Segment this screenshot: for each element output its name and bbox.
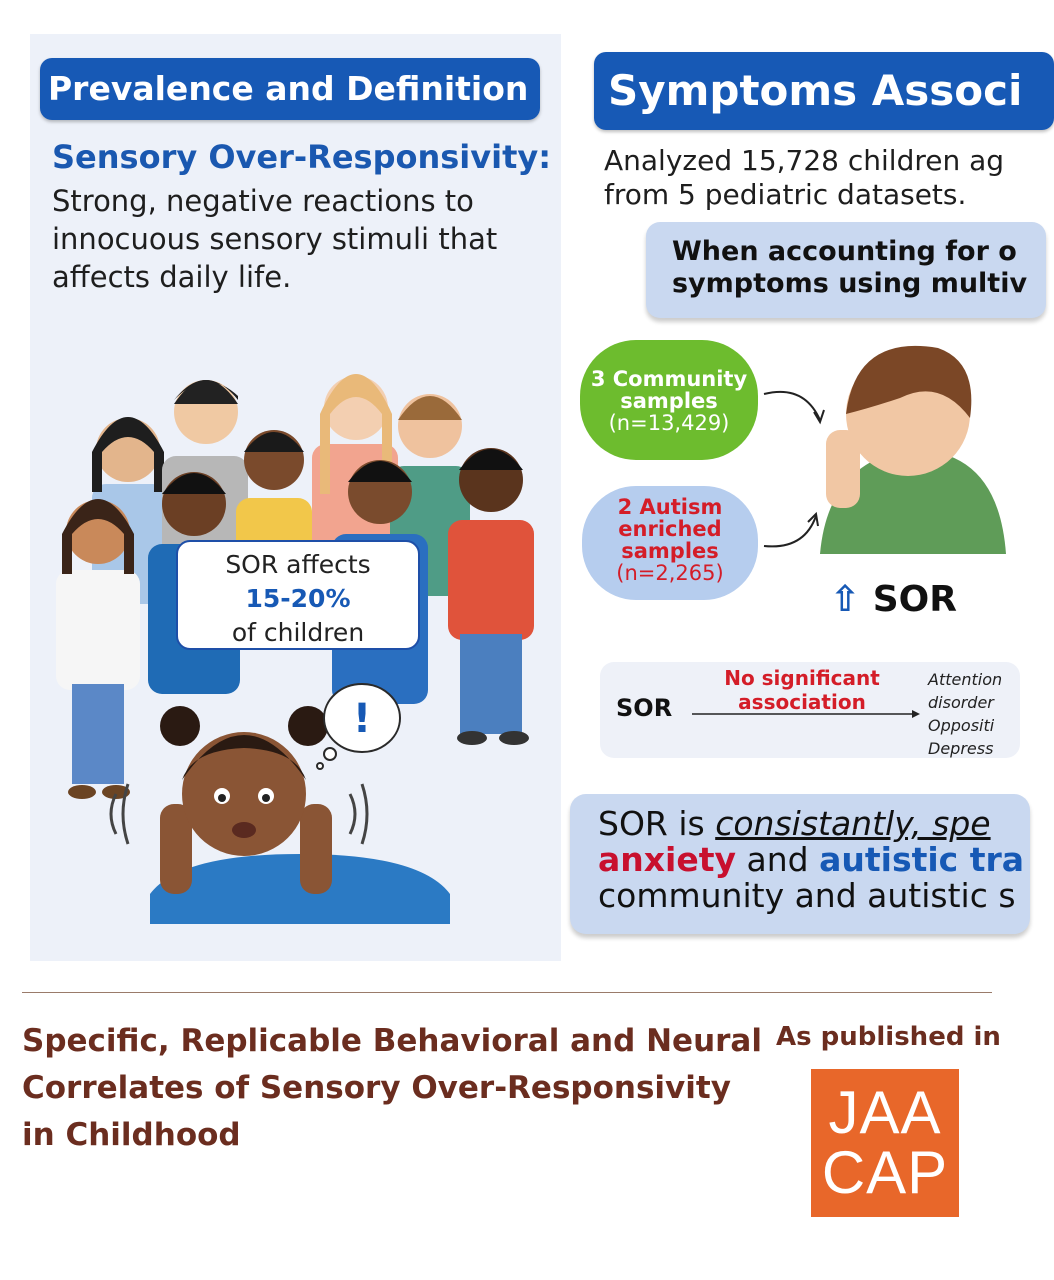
definition-text: Strong, negative reactions to innocuous sensory stimuli that affects daily life.	[52, 184, 498, 294]
logo-line1: JAA	[828, 1079, 942, 1146]
nosig-line1: No significant	[724, 666, 880, 690]
conclusion-text: SOR is	[598, 804, 716, 843]
section-header-symptoms: Symptoms Associ	[594, 52, 1054, 130]
banner-line2: symptoms using multiv	[672, 268, 1028, 299]
right-panel	[578, 34, 1028, 961]
nosig-sor-label: SOR	[616, 694, 673, 722]
autism-n: (n=2,265)	[616, 561, 724, 585]
logo-line2: CAP	[821, 1139, 949, 1206]
community-line1: 3 Community	[590, 367, 748, 391]
conclusion-line2	[598, 842, 1030, 878]
thought-bubble	[317, 684, 400, 769]
no-association-box	[600, 662, 1020, 758]
banner-line1: When accounting for o	[672, 236, 1017, 267]
conclusion-box	[570, 794, 1030, 934]
outcome-list	[928, 668, 1002, 760]
callout-line1: SOR affects	[225, 550, 371, 579]
conclusion-line1	[598, 806, 1030, 842]
up-arrow-icon: ⇧	[830, 579, 861, 620]
nosig-text	[724, 666, 880, 714]
jaacap-logo	[811, 1069, 959, 1217]
child-covering-ears	[820, 346, 1006, 554]
section-header-prevalence: Prevalence and Definition	[40, 58, 540, 120]
outcome-item: Depress	[928, 739, 994, 758]
distressed-child	[111, 706, 450, 924]
published-in-label: As published in	[776, 1022, 1001, 1052]
right-arrow-icon	[690, 708, 930, 720]
autism-line3: samples	[621, 539, 719, 563]
conclusion-line3: community and autistic s	[598, 876, 1016, 915]
community-n: (n=13,429)	[608, 411, 730, 435]
child-figure	[56, 499, 140, 799]
community-line2: samples	[620, 389, 718, 413]
samples-diagram	[578, 34, 998, 654]
outcome-item: Oppositi	[928, 716, 995, 735]
sor-increase	[830, 579, 957, 620]
analyzed-line1: Analyzed 15,728 children ag	[604, 144, 1005, 177]
sor-up-label: SOR	[872, 579, 957, 620]
article-title: Specific, Replicable Behavioral and Neural Correlates of Sensory Over-Responsivity in Childhood	[22, 1023, 762, 1153]
callout-percent: 15-20%	[245, 584, 351, 613]
exclamation-icon: !	[352, 696, 372, 742]
left-panel	[30, 34, 561, 961]
divider	[22, 992, 992, 993]
arrow-community	[764, 392, 820, 420]
outcome-item: disorder	[928, 693, 994, 712]
nosig-line2: association	[738, 690, 866, 714]
callout-line3: of children	[231, 618, 365, 647]
conclusion-emphasis: consistantly, spe	[715, 804, 991, 843]
outcome-item: Attention	[928, 670, 1003, 689]
autism-line2: enriched	[618, 517, 722, 541]
autism-line1: 2 Autism	[617, 495, 723, 519]
prevalence-callout	[176, 540, 420, 650]
analyzed-line2: from 5 pediatric datasets.	[604, 178, 967, 211]
conclusion-autistic: autistic tra	[819, 840, 1025, 879]
conclusion-anxiety: anxiety	[598, 840, 737, 879]
conclusion-text: and	[736, 840, 820, 879]
term-sor: Sensory Over-Responsivity:	[52, 138, 552, 176]
